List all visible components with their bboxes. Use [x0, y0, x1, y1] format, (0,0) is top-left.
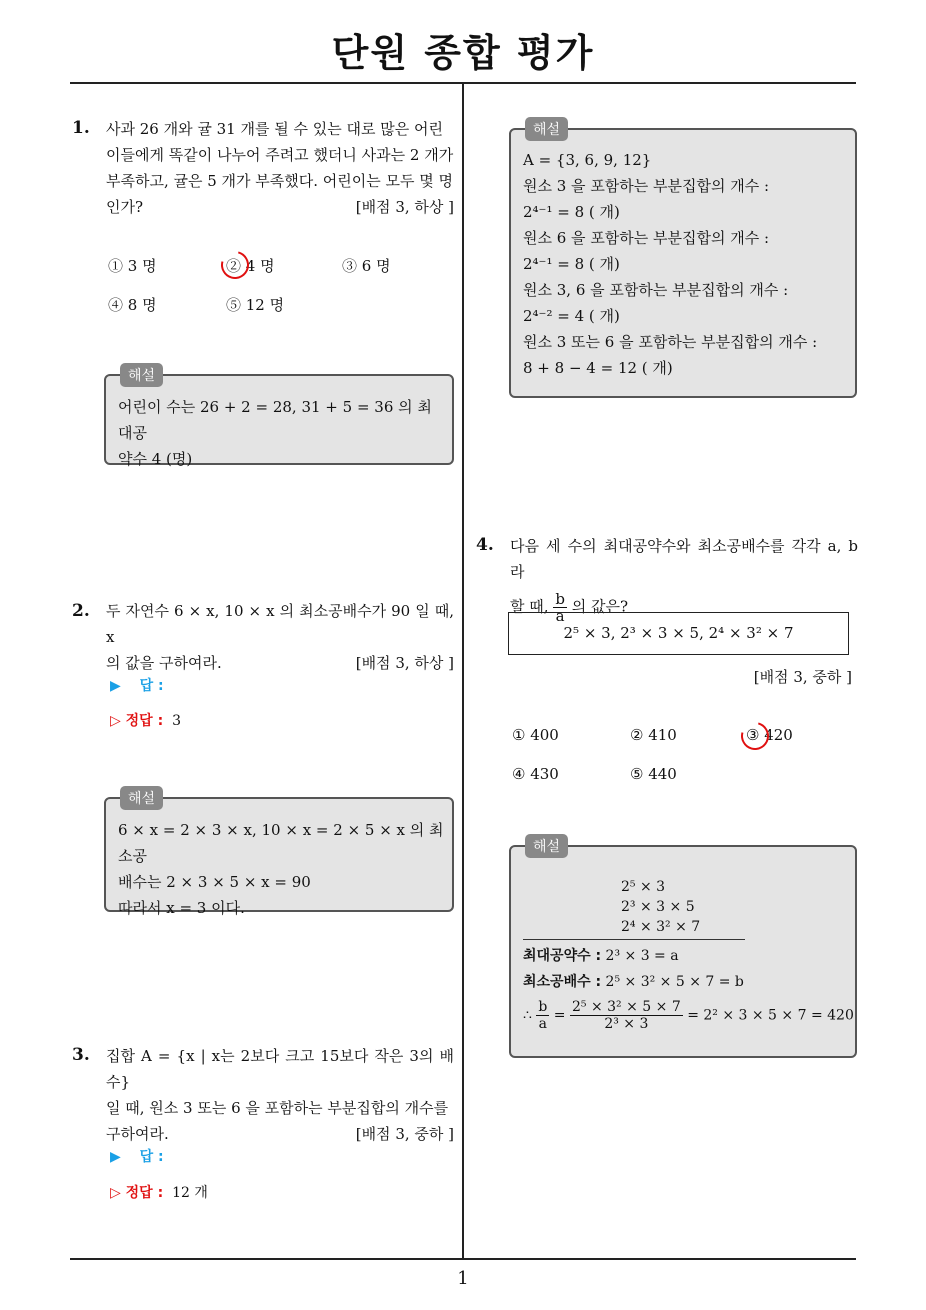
answer-arrow-icon: ▶ — [110, 678, 121, 694]
solution-line: 원소 6 을 포함하는 부분집합의 개수 : — [523, 229, 770, 247]
solution-line: 2⁴⁻¹ = 8 ( 개) — [523, 203, 620, 221]
q3-answer-row — [110, 1146, 164, 1166]
fraction-denominator: a — [555, 607, 565, 625]
question-4-line: 다음 세 수의 최대공약수와 최소공배수를 각각 a, b 라 — [510, 537, 858, 581]
question-1-number: 1. — [72, 118, 90, 138]
question-1-line: 인가? — [106, 198, 144, 216]
page-title: 단원 종합 평가 — [331, 31, 595, 75]
q2-answer-row — [110, 675, 164, 695]
q2-correct-row — [110, 710, 181, 730]
fraction-numerator: b — [538, 999, 548, 1015]
solution-line: 원소 3, 6 을 포함하는 부분집합의 개수 : — [523, 281, 789, 299]
correct-arrow-icon: ▷ — [110, 1185, 121, 1201]
column-divider — [462, 83, 464, 1258]
question-1-line: 이들에게 똑같이 나누어 주려고 했더니 사과는 2 개가 — [106, 146, 454, 164]
q2-solution-text — [118, 817, 446, 921]
question-2-line: 두 자연수 6 × x, 10 × x 의 최소공배수가 90 일 때, x — [106, 602, 454, 646]
q4-choice-1[interactable]: ① 400 — [512, 726, 559, 744]
selected-answer-mark — [216, 246, 254, 284]
footer-rule — [70, 1258, 856, 1260]
solution-label: 해설 — [120, 786, 163, 810]
answer-arrow-icon: ▶ — [110, 1149, 121, 1165]
question-3-line: 집합 A = {x | x는 2보다 크고 15보다 작은 3의 배수} — [106, 1047, 454, 1091]
gcd-row — [523, 945, 679, 965]
correct-value: 12 개 — [172, 1185, 208, 1201]
gcd-label: 최대공약수 : — [523, 948, 602, 964]
question-3-line: 구하여라. — [106, 1125, 169, 1143]
question-1-line: 사과 26 개와 귤 31 개를 될 수 있는 대로 많은 어린 — [106, 120, 443, 138]
solution-line: 약수 4 (명) — [118, 450, 193, 468]
question-1-line: 부족하고, 귤은 5 개가 부족했다. 어린이는 모두 몇 명 — [106, 172, 454, 190]
solution-line: A = {3, 6, 9, 12} — [523, 151, 652, 169]
question-1-text — [106, 116, 454, 220]
factor-row: 2⁴ × 3² × 7 — [621, 919, 701, 935]
solution-line: 배수는 2 × 3 × 5 × x = 90 — [118, 873, 311, 891]
question-3-line: 일 때, 원소 3 또는 6 을 포함하는 부분집합의 개수를 — [106, 1099, 449, 1117]
solution-line: 2⁴⁻¹ = 8 ( 개) — [523, 255, 620, 273]
fraction-denominator: 2³ × 3 — [604, 1016, 649, 1032]
factor-rule — [523, 939, 745, 940]
q4-given-box: 2⁵ × 3, 2³ × 3 × 5, 2⁴ × 3² × 7 — [508, 612, 849, 655]
q1-choice-4[interactable]: ④ 8 명 — [108, 296, 157, 314]
gcd-value: 2³ × 3 = a — [605, 948, 679, 964]
question-4-line2-prefix: 할 때, — [510, 597, 549, 616]
question-4-meta: [배점 3, 중하 ] — [753, 668, 852, 686]
question-4-text — [510, 533, 858, 624]
answer-label: 답 : — [139, 678, 164, 694]
q4-choice-2[interactable]: ② 410 — [630, 726, 677, 744]
question-4-number: 4. — [476, 535, 494, 555]
q1-choice-3[interactable]: ③ 6 명 — [342, 257, 391, 275]
q1-choice-5[interactable]: ⑤ 12 명 — [226, 296, 285, 314]
factor-row: 2³ × 3 × 5 — [621, 899, 695, 915]
question-2-text — [106, 598, 454, 676]
q1-choice-1[interactable]: ① 3 명 — [108, 257, 157, 275]
fraction-denominator: a — [538, 1016, 548, 1032]
question-3-number: 3. — [72, 1045, 90, 1065]
q3-solution-text — [523, 147, 851, 381]
lcm-value: 2⁵ × 3² × 5 × 7 = b — [605, 974, 744, 990]
q4-choice-3[interactable] — [746, 726, 793, 744]
selected-answer-mark — [736, 717, 774, 755]
answer-label: 답 : — [139, 1149, 164, 1165]
solution-line: 원소 3 을 포함하는 부분집합의 개수 : — [523, 177, 770, 195]
q4-choice-5[interactable]: ⑤ 440 — [630, 765, 677, 783]
correct-label: 정답 : — [125, 1185, 164, 1201]
q1-solution-text — [118, 394, 446, 472]
q1-solution-box — [104, 368, 454, 468]
q4-solution-box — [509, 839, 857, 1058]
final-lhs-fraction — [536, 999, 549, 1032]
solution-label: 해설 — [525, 834, 568, 858]
q2-solution-box — [104, 791, 454, 917]
q1-choice-2-label: ② 4 명 — [226, 257, 275, 275]
q3-solution-box — [509, 122, 857, 398]
solution-line: 6 × x = 2 × 3 × x, 10 × x = 2 × 5 × x 의 최소공 — [118, 821, 444, 865]
solution-label: 해설 — [525, 117, 568, 141]
solution-line: 원소 3 또는 6 을 포함하는 부분집합의 개수 : — [523, 333, 818, 351]
question-1-meta: [배점 3, 하상 ] — [355, 198, 454, 216]
page-number: 1 — [457, 1268, 469, 1289]
solution-line: 어린이 수는 26 + 2 = 28, 31 + 5 = 36 의 최대공 — [118, 398, 432, 442]
factor-row: 2⁵ × 3 — [621, 879, 666, 895]
solution-label: 해설 — [120, 363, 163, 387]
question-4-line2-suffix: 의 값은? — [571, 597, 628, 616]
correct-label: 정답 : — [125, 713, 164, 729]
correct-value: 3 — [172, 713, 181, 729]
solution-line: 8 + 8 − 4 = 12 ( 개) — [523, 359, 673, 377]
question-2-meta: [배점 3, 하상 ] — [355, 654, 454, 672]
q4-factor-rows — [621, 877, 700, 937]
question-3-meta: [배점 3, 중하 ] — [355, 1125, 454, 1143]
solution-line: 따라서 x = 3 이다. — [118, 899, 245, 917]
final-result: = 2² × 3 × 5 × 7 = 420 — [687, 1007, 854, 1024]
q3-correct-row — [110, 1182, 208, 1202]
fraction-numerator: 2⁵ × 3² × 5 × 7 — [571, 999, 681, 1015]
final-equation: ∴ $\frac{b}{a}$ = $\frac{\text{2⁵ × 3² × 5 × 7}}{\text{2³ × 3}}$ = 2² × 3 × 5 × 7 = 420 — [523, 999, 854, 1032]
question-2-number: 2. — [72, 601, 90, 621]
fraction-numerator: b — [555, 590, 565, 608]
q4-choice-3-label: ③ 420 — [746, 726, 793, 744]
question-2-line: 의 값을 구하여라. — [106, 654, 222, 672]
therefore-symbol: ∴ — [523, 1007, 532, 1024]
final-rhs-fraction — [570, 999, 683, 1032]
lcm-label: 최소공배수 : — [523, 974, 602, 990]
lcm-row — [523, 971, 744, 991]
q4-choice-4[interactable]: ④ 430 — [512, 765, 559, 783]
correct-arrow-icon: ▷ — [110, 713, 121, 729]
question-3-text — [106, 1043, 454, 1147]
q1-choice-2[interactable] — [226, 255, 275, 276]
solution-line: 2⁴⁻² = 4 ( 개) — [523, 307, 620, 325]
